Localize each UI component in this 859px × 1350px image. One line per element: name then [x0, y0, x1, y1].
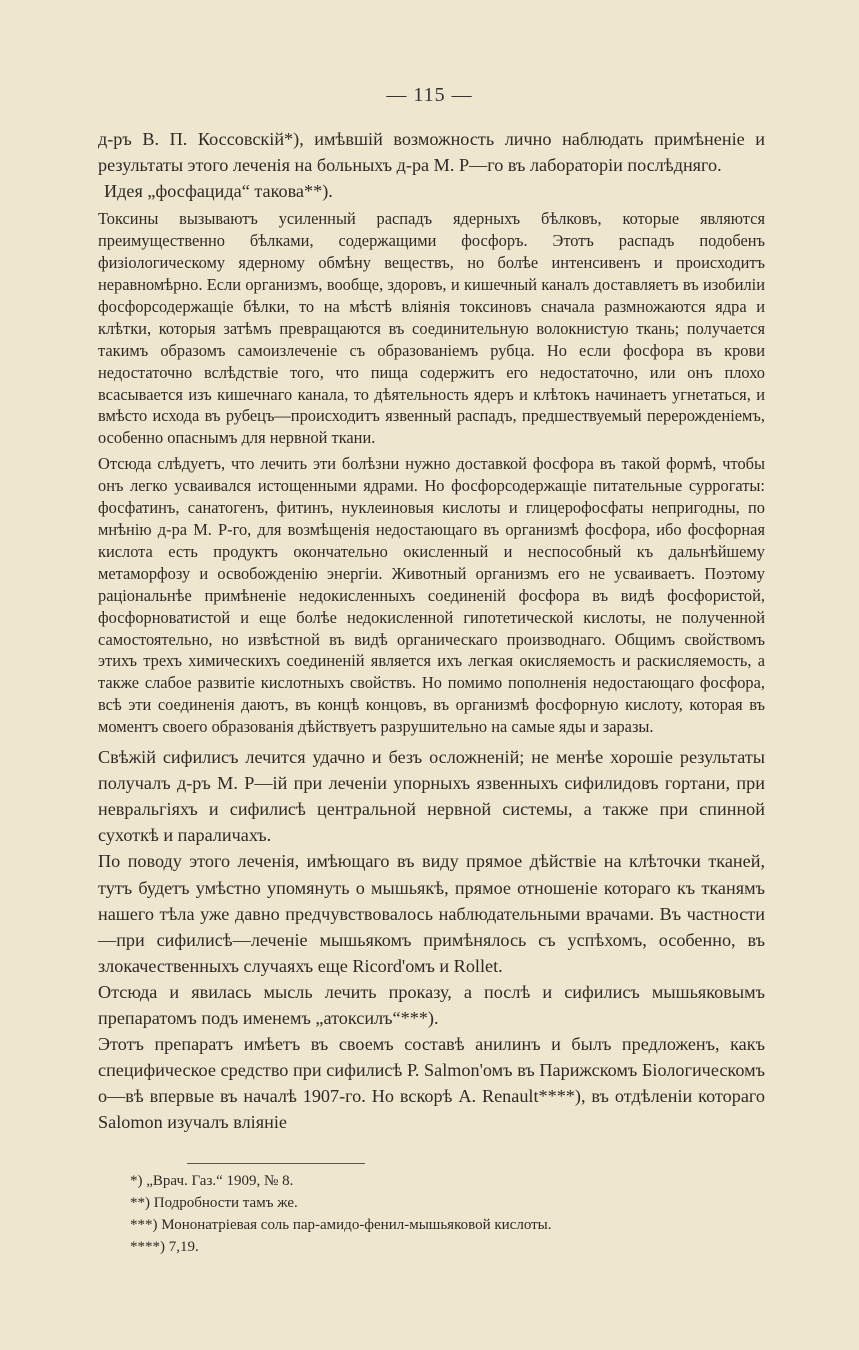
page-number: — 115 —: [386, 84, 473, 106]
paragraph: [98, 178, 765, 204]
paragraph: Этотъ препаратъ имѣетъ въ своемъ составѣ анилинъ и былъ предложенъ, какъ специфическое средство при сифилисѣ Р. Salmon'омъ въ Парижскомъ Біологическомъ о—вѣ впервые въ началѣ 1907-го. Но вскорѣ А. Renault****), въ отдѣленіи котораго Salomon изучалъ вліяніе: [98, 1034, 765, 1133]
footnote-divider: [187, 1163, 365, 1164]
paragraph: Свѣжій сифилисъ лечится удачно и безъ осложненій; не менѣе хорошіе результаты получалъ д-ръ М. Р—ій при леченіи упорныхъ язвенныхъ сифилидовъ гортани, при невральгіяхъ и сифилисѣ центральной нервной системы, а также при спинной сухоткѣ и параличахъ.: [98, 747, 765, 846]
footnote: ***) Мононатріевая соль пар-амидо-фенил-мышьяковой кислоты.: [130, 1217, 552, 1233]
paragraph: д-ръ В. П. Коссовскій*), имѣвшій возможность лично наблюдать примѣненіе и результаты этого леченія на больныхъ д-ра М. Р—го въ лабораторіи послѣдняго.: [98, 129, 765, 176]
footnote: *) „Врач. Газ.“ 1909, № 8.: [130, 1173, 294, 1189]
paragraph-text: Идея „фосфацида“ такова**).: [104, 181, 333, 202]
paragraph: Отсюда и явилась мысль лечить проказу, а послѣ и сифилисъ мышьяковымъ препаратомъ подъ именемъ „атоксилъ“***).: [98, 981, 765, 1028]
main-text: [98, 126, 765, 1135]
paragraph: Отсюда слѣдуетъ, что лечить эти болѣзни нужно доставкой фосфора въ такой формѣ, чтобы онъ легко усваивался истощенными ядрами. Но фосфорсодержащіе питательные суррогаты: фосфатинъ, санатогенъ, фитинъ, нуклеиновыя кислоты и глицерофосфаты непригодны, по мнѣнію д-ра М. Р-го, для возмѣщенія недостающаго въ организмѣ фосфора, ибо фосфорная кислота есть продуктъ окончательно окисленный и неспособный къ дальнѣйшему метаморфозу и освобожденію энергіи. Животный организмъ его не усваиваетъ. Поэтому раціональнѣе примѣненіе недокисленныхъ соединеній фосфора въ видѣ фосфористой, фосфорноватистой и еще болѣе недокисленной гипотетической кислоты, не полученной самостоятельно, но извѣстной въ видѣ органическаго производнаго. Общимъ свойствомъ этихъ трехъ химическихъ соединеній является ихъ легкая окисляемость и раскисляемость, а также слабое развитіе кислотныхъ свойствъ. Но помимо пополненія недостающаго фосфора, всѣ эти соединенія даютъ, въ концѣ концовъ, въ организмѣ фосфорную кислоту, которая въ моментъ своего образованія дѣйствуетъ разрушительно на самые яды и заразы.: [98, 454, 765, 737]
footnote: **) Подробности тамъ же.: [130, 1195, 298, 1211]
paragraph: Токсины вызываютъ усиленный распадъ ядерныхъ бѣлковъ, которые являются преимущественно бѣлками, содержащими фосфоръ. Этотъ распадъ подобенъ физіологическому ядерному обмѣну веществъ, но болѣе интенсивенъ и происходитъ неравномѣрно. Если организмъ, вообще, здоровъ, и кишечный каналъ доставляетъ въ изобиліи фосфорсодержащіе бѣлки, то на мѣстѣ вліянія токсиновъ сначала размножаются ядра и клѣтки, которыя затѣмъ превращаются въ соединительную волокнистую ткань; получается такимъ образомъ самоизлеченіе съ образованіемъ рубца. Но если фосфора въ крови недостаточно вслѣдствіе того, что пища содержитъ его недостаточно, или онъ плохо всасывается изъ кишечнаго канала, то дѣятельность ядеръ и клѣтокъ начинаетъ угнетаться, и вмѣсто исхода въ рубецъ—происходитъ язвенный распадъ, предшествуемый перерожденіемъ, особенно опаснымъ для нервной ткани.: [98, 209, 765, 448]
paragraph: По поводу этого леченія, имѣющаго въ виду прямое дѣйствіе на клѣточки тканей, тутъ будетъ умѣстно упомянуть о мышьякѣ, прямое отношеніе котораго къ тканямъ нашего тѣла уже давно предчувствовалось наблюдательными врачами. Въ частности—при сифилисѣ—леченіе мышьякомъ примѣнялось съ успѣхомъ, особенно, въ злокачественныхъ случаяхъ еще Ricord'омъ и Rollet.: [98, 851, 765, 976]
footnotes: [130, 1170, 750, 1258]
footnote: ****) 7,19.: [130, 1239, 199, 1255]
